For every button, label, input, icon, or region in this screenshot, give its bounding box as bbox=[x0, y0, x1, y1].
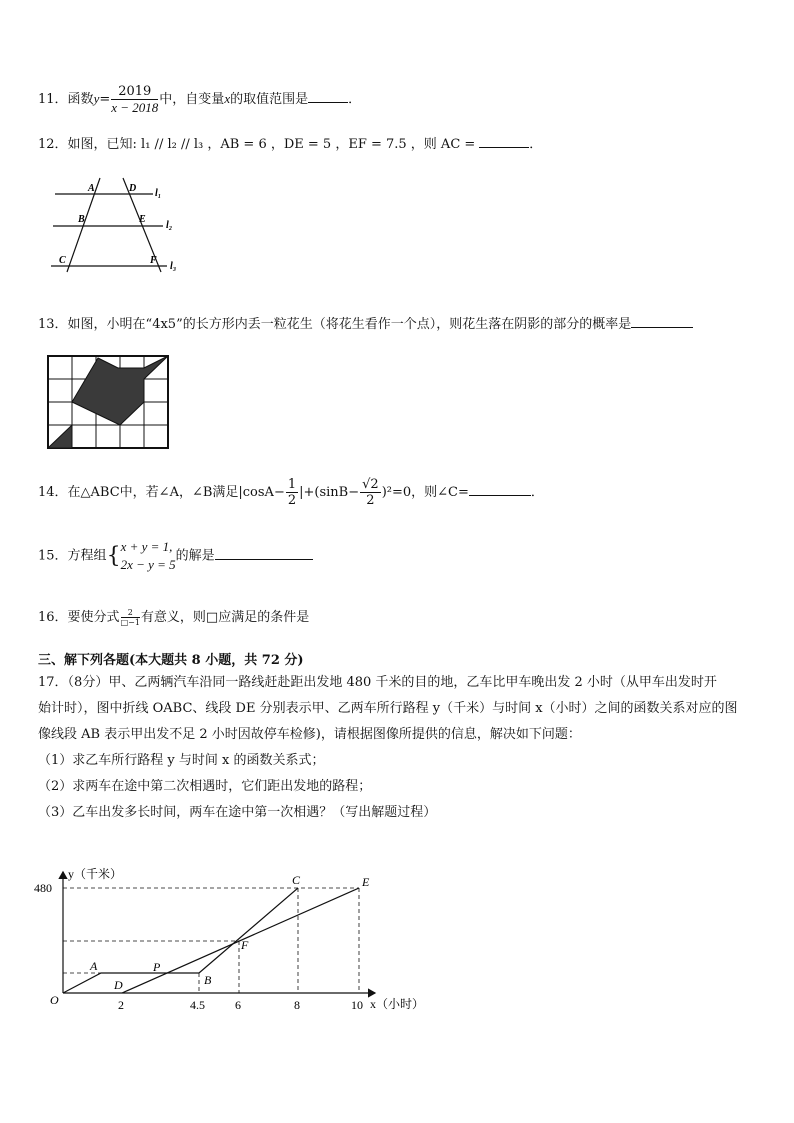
answer-blank bbox=[631, 316, 693, 328]
x-tick-2: 2 bbox=[118, 998, 124, 1012]
label-l3: l₃ bbox=[170, 261, 177, 272]
label-C: C bbox=[59, 255, 66, 266]
origin-label: O bbox=[50, 993, 59, 1007]
point-E: E bbox=[362, 875, 370, 889]
grid-figure bbox=[46, 354, 170, 450]
question-12: 12．如图，已知: l₁ // l₂ // l₃ ，AB = 6 ，DE = 5 ，EF = 7.5 ，则 AC = ． bbox=[38, 137, 543, 152]
x-tick-4.5: 4.5 bbox=[190, 998, 205, 1012]
label-E: E bbox=[139, 214, 146, 225]
answer-blank bbox=[215, 548, 313, 560]
question-16: 16．要使分式 $\frac{2}{□-1}$ 有意义，则□应满足的条件是 bbox=[38, 608, 310, 627]
car-a-path-OABC bbox=[63, 888, 298, 993]
label-l2: l₂ bbox=[166, 220, 173, 231]
label-D: D bbox=[129, 183, 137, 194]
x-tick-10: 10 bbox=[351, 998, 363, 1012]
parallel-lines-figure bbox=[45, 176, 185, 276]
x-tick-6: 6 bbox=[235, 998, 241, 1012]
answer-blank bbox=[479, 136, 529, 148]
y-axis-label: y（千米） bbox=[68, 867, 123, 881]
label-l1: l₁ bbox=[155, 188, 162, 199]
point-P: P bbox=[153, 960, 161, 974]
x-axis-label: x（小时） bbox=[370, 997, 425, 1011]
question-15: 15．方程组{ x + y = 1, 2x − y = 5 的解是 bbox=[38, 538, 313, 574]
question-11: 11．函数y= $\frac{2019}{x - 2018}$ 中，自变量x的取值范围是 ． bbox=[38, 84, 362, 115]
point-B: B bbox=[204, 973, 212, 987]
x-tick-8: 8 bbox=[294, 998, 300, 1012]
label-B: B bbox=[78, 214, 85, 225]
question-13: 13．如图，小明在“4x5”的长方形内丢一粒花生（将花生看作一个点），则花生落在阴影的部分的概率是 bbox=[38, 313, 693, 332]
y-tick-480: 480 bbox=[34, 881, 52, 895]
answer-blank bbox=[308, 91, 348, 103]
question-17: 17．（8分）甲、乙两辆汽车沿同一路线赶赴距出发地 480 千米的目的地，乙车比甲车晚出发 2 小时（从甲车出发时开 始计时），图中折线 OABC、线段 DE 分别表示甲、乙两车所行路程 y（千米）与时间 x（小时）之间的函数关系对应的图 像线段 AB 表示甲出发不足 2 小时因故停车检修)，请根据图像所提供的信息，解决如下问题： （1）求乙车所行路程 y 与时间 x 的函数关系式； （2）求两车在途中第二次相遇时，它们距出发地的路程； （3）乙车出发多长时间，两车在途中第一次相遇？（写出解题过程） bbox=[38, 675, 738, 820]
point-C: C bbox=[292, 873, 301, 887]
point-D: D bbox=[114, 978, 123, 992]
point-F: F bbox=[241, 938, 249, 952]
section-3-heading: 三、解下列各题(本大题共 8 小题，共 72 分) bbox=[38, 653, 304, 668]
point-A: A bbox=[90, 959, 98, 973]
answer-blank bbox=[469, 484, 531, 496]
distance-time-graph bbox=[30, 862, 430, 1018]
question-14: 14．在△ABC中，若∠A，∠B满足|cosA− $\frac{1}{2}$ |+(sinB− $\frac{√2}{2}$ )²=0，则∠C= ． bbox=[38, 477, 544, 508]
label-A: A bbox=[88, 183, 95, 194]
fraction: $\frac{2019}{x - 2018}$ bbox=[111, 84, 159, 115]
label-F: F bbox=[150, 255, 157, 266]
